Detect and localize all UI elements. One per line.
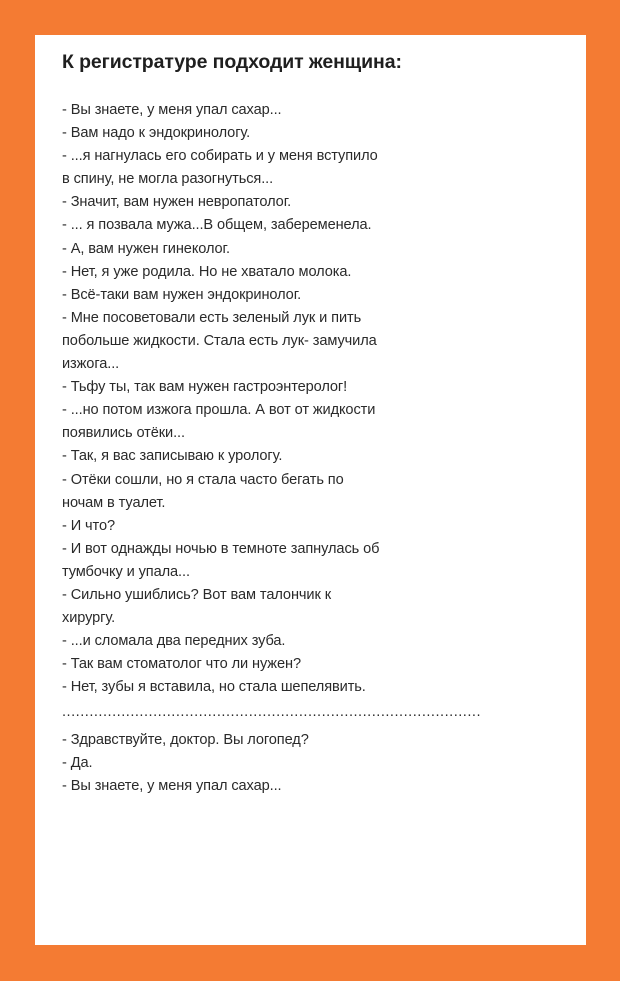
text-line: - Вы знаете, у меня упал сахар... bbox=[62, 102, 282, 118]
text-line: в спину, не могла разогнуться... bbox=[62, 171, 274, 188]
joke-text bbox=[62, 99, 566, 798]
text-line: - Так, я вас записываю к урологу. bbox=[62, 448, 283, 465]
text-line: - Тьфу ты, так вам нужен гастроэнтеролог! bbox=[62, 379, 348, 396]
joke-card bbox=[35, 35, 586, 945]
text-line: - А, вам нужен гинеколог. bbox=[62, 240, 230, 257]
ending-line: - Да. bbox=[62, 754, 93, 771]
ending-line: - Здравствуйте, доктор. Вы логопед? bbox=[62, 731, 309, 748]
text-line: побольше жидкости. Стала есть лук- замучила bbox=[62, 332, 377, 349]
text-line: - И вот однажды ночью в темноте запнулась об bbox=[62, 540, 380, 557]
text-line: - Всё-таки вам нужен эндокринолог. bbox=[62, 286, 302, 303]
text-line: хирургу. bbox=[62, 610, 116, 627]
text-line: - Мне посоветовали есть зеленый лук и пить bbox=[62, 309, 362, 326]
text-line: появились отёки... bbox=[62, 425, 185, 442]
text-line: - Вам надо к эндокринологу. bbox=[62, 125, 251, 142]
joke-title: К регистратуре подходит женщина: bbox=[62, 51, 402, 73]
ending-line: - Вы знаете, у меня упал сахар... bbox=[62, 777, 282, 794]
text-line: - Отёки сошли, но я стала часто бегать по bbox=[62, 471, 344, 488]
text-line: изжога... bbox=[62, 356, 120, 373]
text-line: - ...и сломала два передних зуба. bbox=[62, 633, 286, 650]
text-line: - Нет, зубы я вставила, но стала шепелявить. bbox=[62, 679, 366, 696]
text-line: тумбочку и упала... bbox=[62, 563, 190, 580]
text-line: ночам в туалет. bbox=[62, 494, 166, 511]
text-line: - ...но потом изжога прошла. А вот от жидкости bbox=[62, 402, 376, 419]
text-line: - Сильно ушиблись? Вот вам талончик к bbox=[62, 586, 331, 603]
text-line: - Так вам стоматолог что ли нужен? bbox=[62, 656, 301, 673]
text-line: - И что? bbox=[62, 517, 116, 534]
dotted-separator: ............................................................................................ bbox=[62, 704, 482, 721]
text-line: - Значит, вам нужен невропатолог. bbox=[62, 194, 292, 211]
text-line: - ... я позвала мужа...В общем, забеременела. bbox=[62, 217, 372, 234]
text-line: - Нет, я уже родила. Но не хватало молока. bbox=[62, 263, 352, 280]
text-line: - ...я нагнулась его собирать и у меня вступило bbox=[62, 148, 378, 165]
